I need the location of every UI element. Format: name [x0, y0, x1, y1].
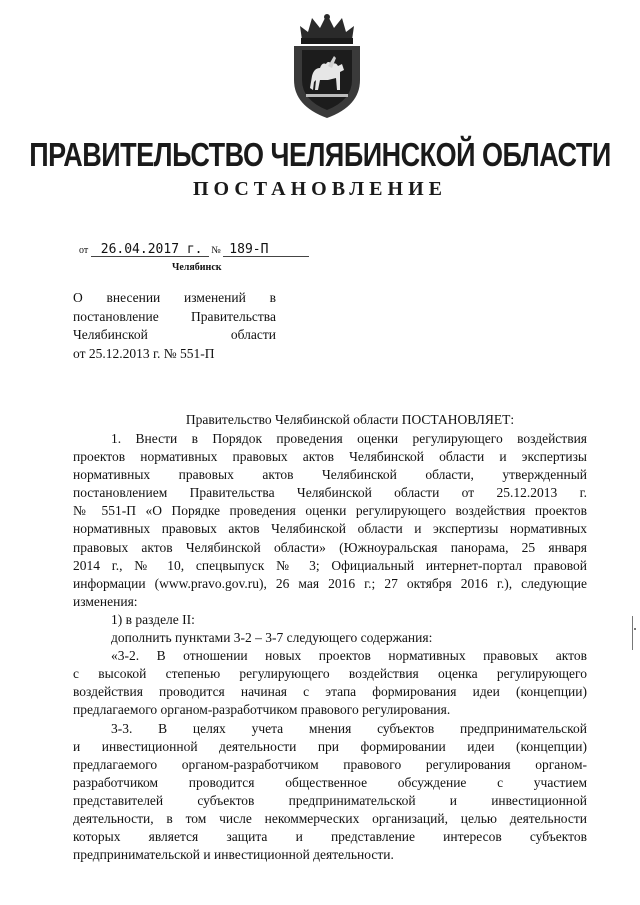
body-line: 1. Внести в Порядок проведения оценки регулирующего воздействия: [111, 431, 587, 446]
body-line: предлагаемого органом-разработчиком правового регулирования.: [73, 702, 451, 718]
body-line: с высокой степенью регулирующего воздействия оценка регулирующего: [73, 666, 587, 682]
subject-line: от 25.12.2013 г. № 551-П: [73, 345, 215, 361]
body-line: изменения:: [73, 593, 138, 609]
body-line: предпринимательской и инвестиционной деятельности.: [73, 847, 394, 863]
subject-line: О внесении изменений в: [73, 290, 276, 305]
city-label: Челябинск: [172, 262, 222, 273]
body-line: «3-2. В отношении новых проектов нормативных правовых актов: [111, 648, 587, 664]
body-line: правовых актов Челябинской области» (Южноуральская панорама, 25 января: [73, 539, 587, 555]
body-line: 3-3. В целях учета мнения субъектов предпринимательской: [111, 720, 587, 736]
body-line: нормативных правовых актов Челябинской области, утвержденный: [73, 467, 587, 483]
document-number: 189-П: [223, 243, 309, 257]
document-date: 26.04.2017 г.: [91, 243, 209, 257]
government-title: ПРАВИТЕЛЬСТВО ЧЕЛЯБИНСКОЙ ОБЛАСТИ: [29, 136, 611, 174]
body-line: деятельности, в том числе некоммерческих организаций, целью деятельности: [73, 810, 587, 826]
subject-line: Челябинской области: [73, 327, 276, 342]
registration-line: [79, 243, 309, 257]
body-line: предлагаемого органом-разработчиком правового регулирования органом-: [73, 756, 587, 772]
body-line: 2014 г., № 10, спецвыпуск № 3; Официальный интернет-портал правовой: [73, 557, 587, 573]
body-line: разработчиком проводится общественное обсуждение с участием: [73, 774, 587, 790]
body-line: проектов нормативных правовых актов Челябинской области и экспертизы: [73, 449, 587, 465]
body-line: которых является защита и представление интересов субъектов: [73, 829, 587, 845]
body-line: информации (www.pravo.gov.ru), 26 мая 2016 г.; 27 октября 2016 г.), следующие: [73, 575, 587, 591]
number-prefix: №: [211, 245, 221, 256]
body-line: 1) в разделе II:: [111, 611, 195, 627]
subject-line: постановление Правительства: [73, 308, 276, 324]
document-subject: [73, 289, 276, 363]
body-line: нормативных правовых актов Челябинской области и экспертизы нормативных: [73, 521, 587, 537]
body-line: представителей субъектов предпринимательской и инвестиционной: [73, 792, 587, 808]
preamble: Правительство Челябинской области ПОСТАНОВЛЯЕТ:: [185, 412, 515, 427]
date-prefix: от: [79, 245, 89, 256]
body-line: № 551-П «О Порядке проведения оценки регулирующего воздействия проектов: [73, 503, 587, 519]
document-type-heading: ПОСТАНОВЛЕНИЕ: [193, 178, 447, 200]
scan-margin-dot: [634, 628, 636, 630]
body-line: воздействия проводится начиная с этапа формирования идеи (концепции): [73, 684, 587, 700]
body-line: и инвестиционной деятельности при формировании идеи (концепции): [73, 738, 587, 754]
body-line: постановлением Правительства Челябинской области от 25.12.2013 г.: [73, 485, 587, 501]
coat-of-arms-emblem: [288, 10, 366, 122]
scan-margin-mark: [632, 616, 633, 650]
body-line: дополнить пунктами 3-2 – 3-7 следующего содержания:: [111, 630, 433, 646]
document-body: [73, 430, 587, 864]
